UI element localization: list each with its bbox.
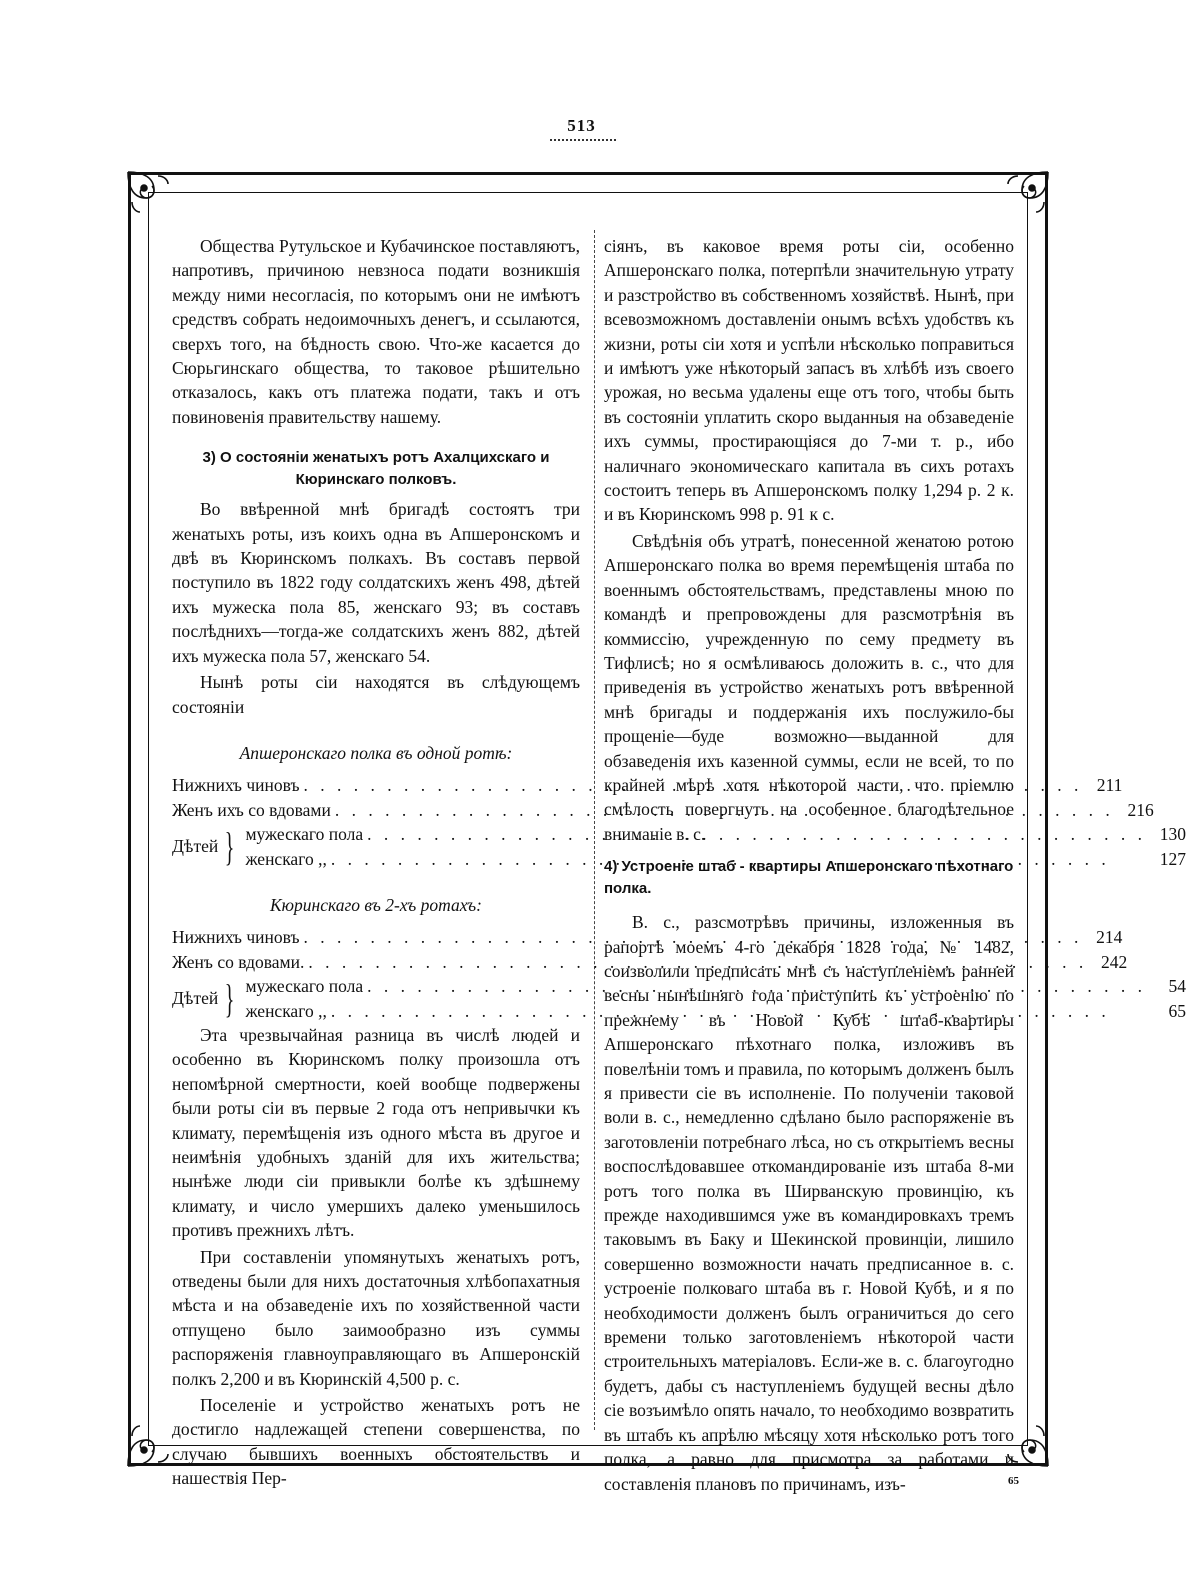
table-row [172,773,1123,797]
row-value: 242 [1100,951,1128,972]
section-heading-4: 4) Устроеніе штаб - квартиры Апшеронскаго пѣхотнаго полка. [604,858,1014,898]
row-value: 216 [1127,799,1154,820]
row-label: Женъ ихъ со вдовами [172,799,331,820]
brace: } [225,975,235,1021]
table-caption: Кюринскаго въ 2-хъ ротахъ: [270,894,482,915]
corner-ornament-top-right [996,168,1052,224]
brace: } [225,823,235,869]
table-caption: Апшеронскаго полка въ одной ротѣ: [239,742,513,763]
paragraph: Эта чрезвычайная разница въ числѣ людей и особенно въ Кюринскомъ полку произошла отъ непомѣрной смертности, коей вообще подвержены были роты сіи въ первые 2 года отъ непривычки къ климату, перемѣщенія изъ одного мѣста въ другое и неимѣнія удобныхъ зданій для ихъ жительства; нынѣже люди сіи привыкли болѣе къ здѣшнему климату, и число умершихъ далеко уменьшилось противъ прежнихъ лѣтъ. [172,1024,580,1241]
row-label: Нижнихъ чиновъ [172,775,300,796]
page-number-underline [550,139,616,141]
group-label: Дѣтей [172,988,219,1009]
row-value: 130 [1159,824,1186,845]
row-value: 54 [1168,976,1186,997]
paragraph: сіянъ, въ каковое время роты сіи, особенно Апшеронскаго полка, потерпѣли значительную утрату и разстройство въ собственномъ хозяйствѣ. Нынѣ, при всевозможномъ доставленіи онымъ всѣхъ удобствъ къ жизни, роты сіи хотя и успѣли нѣсколько поправиться и имѣютъ уже нѣкоторый запасъ въ хлѣбѣ изъ своего урожая, но весьма удалены еще отъ того, чтобы быть въ состояніи уплатить скоро выданныя на обзаведеніе ихъ суммы, простирающіяся до 7-ми т. р., ибо наличнаго экономическаго капитала въ сихъ ротахъ состоитъ теперь въ Апшеронскомъ полку 1,294 р. 2 к. и въ Кюринскомъ 998 р. 91 к с. [604,236,1014,525]
paragraph: Поселеніе и устройство женатыхъ ротъ не достигло надлежащей степени совершенства, по случаю бывшихъ военныхъ обстоятельствъ и нашествія Пер- [172,1395,580,1489]
row-label: Нижнихъ чиновъ [172,927,300,948]
table-row [172,925,1123,949]
row-label: женскаго ,, [245,1000,327,1021]
sheet-number: 65 [1008,1475,1019,1487]
paragraph: Свѣдѣнія объ утратѣ, понесенной женатою ротою Апшеронскаго полка во время перемѣщенія штаба по военнымъ обстоятельствамъ, представлены мною по командѣ и препровождены для разсмотрѣнія въ коммиссію, учрежденную по сему предмету въ Тифлисѣ; но я осмѣливаюсь доложить в. с., что для приведенія въ устройство женатыхъ ротъ ввѣренной мнѣ бригады и поддержанія ихъ послужило-бы прощеніе—буде возможно—выданной для обзаведенія ихъ казенной суммы, если не всей, то по крайней мѣрѣ хотя нѣкоторой части, что пріемлю смѣлость повергнуть на особенное благодѣтельное вниманіе в. с. [604,530,1014,844]
right-column [604,234,1014,1496]
row-value: 127 [1159,848,1186,869]
row-label: мужескаго пола [245,824,364,845]
row-value: 211 [1096,775,1123,796]
table-row [172,798,1154,822]
row-label: мужескаго пола [245,976,364,997]
row-label: женскаго ,, [245,848,327,869]
paragraph: Общества Рутульское и Кубачинское поставляютъ, напротивъ, причиною невзноса подати возникшія между ними несогласія, по которымъ они не имѣютъ средствъ собрать недоимочныхъ денегъ, и ссылаются, сверхъ того, на бѣдность свою. Что-же касается до Сюрьгинскаго общества, то таковое рѣшительно отказалось, какъ отъ платежа подати, такъ и отъ повиновенія правительству нашему. [172,236,580,427]
paragraph: При составленіи упомянутыхъ женатыхъ ротъ, отведены были для нихъ достаточныя хлѣбопахатныя мѣста и на обзаведеніе ихъ по хозяйственной части отпущено было заимообразно изъ суммы распоряженія главноуправляющаго въ Апшеронскій полкъ 2,200 и въ Кюринскій 4,500 р. с. [172,1246,580,1389]
children-group [172,822,1186,871]
page-number: 513 [567,116,596,135]
row-label: Женъ со вдовами. [172,951,305,972]
table-row [172,950,1128,974]
row-value: 214 [1096,927,1123,948]
children-group [172,974,1186,1023]
paragraph: Нынѣ роты сіи находятся въ слѣдующемъ состояніи [172,672,580,717]
row-value: 65 [1168,1000,1186,1021]
group-label: Дѣтей [172,836,219,857]
section-heading-3: 3) О состояніи женатыхъ ротъ Ахалцихскаго и Кюринскаго полковъ. [202,449,550,489]
paragraph: Во ввѣренной мнѣ бригадѣ состоятъ три женатыхъ роты, изъ коихъ одна въ Апшеронскомъ и двѣ въ Кюринскомъ полкахъ. Въ составъ первой поступило въ 1822 году солдатскихъ женъ 498, дѣтей ихъ мужеска пола 85, женскаго 93; въ составъ послѣднихъ—тогда-же солдатскихъ женъ 882, дѣтей ихъ мужеска пола 57, женскаго 54. [172,499,580,666]
corner-ornament-top-left [124,168,180,224]
paragraph: В. с., разсмотрѣвъ причины, изложенныя въ рапортѣ моемъ 4-го декабря 1828 года, № 1482, соизволили предписать мнѣ съ наступленіемъ ранней весны нынѣшняго года приступить къ устроенію по прежнему въ Новой Кубѣ штаб-квартиры Апшеронскаго пѣхотнаго полка, изложивъ въ повелѣніи томъ и правила, по которымъ долженъ былъ я привести сіе въ исполненіе. По полученіи таковой воли в. с., немедленно сдѣлано было распоряженіе въ заготовленіи потребнаго лѣса, но съ открытіемъ весны воспослѣдовавшее откомандированіе изъ штаба 8-ми ротъ того полка въ Ширванскую провинцію, къ прежде находившимся уже въ командировкахъ тремъ таковымъ въ Баку и Шекинской провинціи, лишило совершенно возможности начать предписанное в. с. устроеніе полковаго штаба въ г. Новой Кубѣ, и я по необходимости долженъ былъ ограничиться до сего времени только заготовленіемъ нѣкоторой части строительныхъ матеріаловъ. Если-же в. с. благоугодно будетъ, дабы съ наступленіемъ будущей весны дѣло сіе возъимѣло опять начало, то необходимо возвратить въ штабъ къ апрѣлю мѣсяцу хотя нѣсколько ротъ того полка, а равно для присмотра за работами и составленія плановъ по причинамъ, изъ- [604,912,1014,1494]
